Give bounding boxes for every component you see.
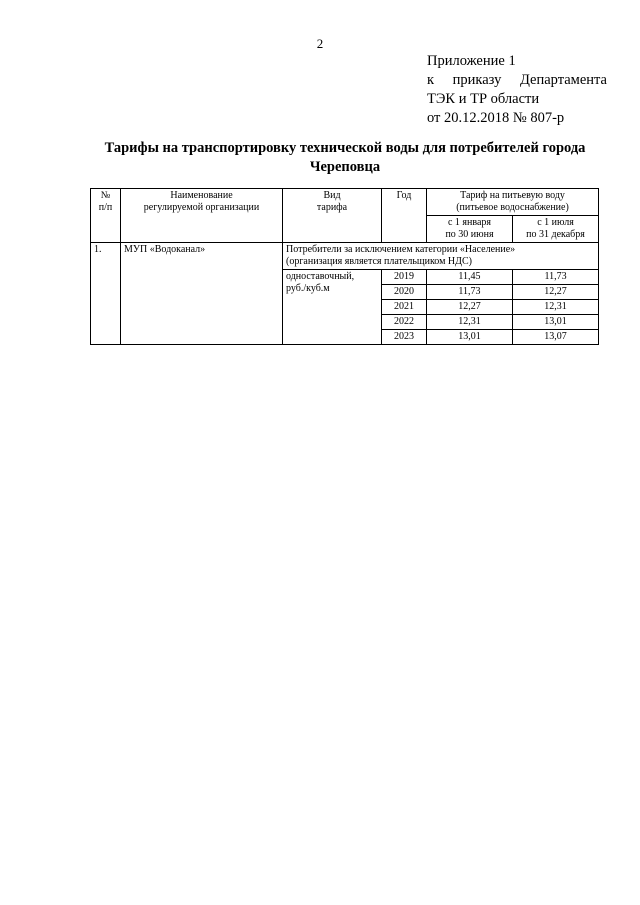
- tariff-type-line-1: одноставочный,: [286, 271, 355, 282]
- row-number: 1.: [91, 243, 121, 345]
- organization-name: МУП «Водоканал»: [121, 243, 283, 345]
- consumer-category: [283, 243, 599, 270]
- tariff-h1-cell: 12,31: [427, 315, 513, 330]
- tariff-table: [90, 188, 599, 345]
- tariff-h1-cell: 13,01: [427, 330, 513, 345]
- tariff-type-line-2: руб./куб.м: [286, 283, 330, 294]
- header-type-line-2: тарифа: [316, 202, 348, 213]
- year-cell: 2022: [382, 315, 427, 330]
- year-cell: 2019: [382, 270, 427, 285]
- appendix-line-4: от 20.12.2018 № 807-р: [427, 110, 565, 126]
- header-type-line-1: Вид: [323, 190, 341, 201]
- appendix-word-department: Департамента: [519, 72, 607, 88]
- header-period-1-line-1: с 1 января: [447, 217, 492, 228]
- title-line-2: Череповца: [309, 159, 381, 175]
- tariff-h2-cell: 12,27: [513, 285, 599, 300]
- appendix-line-2: [427, 71, 607, 90]
- consumer-row: [91, 243, 599, 270]
- appendix-line-1: Приложение 1: [427, 53, 516, 69]
- header-org-line-1: Наименование: [170, 190, 233, 201]
- tariff-h2-cell: 13,07: [513, 330, 599, 345]
- consumer-line-1: Потребители за исключением категории «Население»: [286, 244, 516, 255]
- header-num: [91, 189, 121, 243]
- header-period-1: [427, 216, 513, 243]
- tariff-h1-cell: 11,45: [427, 270, 513, 285]
- consumer-line-2: (организация является плательщиком НДС): [286, 256, 472, 267]
- title-line-1: Тарифы на транспортировку технической воды для потребителей города: [104, 140, 586, 156]
- tariff-h2-cell: 12,31: [513, 300, 599, 315]
- header-tariff-line-2: (питьевое водоснабжение): [456, 202, 569, 213]
- header-tariff-line-1: Тариф на питьевую воду: [460, 190, 565, 201]
- header-period-2-line-2: по 31 декабря: [526, 229, 585, 240]
- appendix-line-3: ТЭК и ТР области: [427, 91, 540, 107]
- header-period-2-line-1: с 1 июля: [537, 217, 574, 228]
- tariff-h2-cell: 11,73: [513, 270, 599, 285]
- document-title: [90, 139, 600, 177]
- year-cell: 2023: [382, 330, 427, 345]
- appendix-word-order: приказу: [452, 72, 502, 88]
- header-org-line-2: регулируемой организации: [143, 202, 260, 213]
- header-tariff: [427, 189, 599, 216]
- header-num-line-2: п/п: [98, 202, 113, 213]
- header-tariff-type: [283, 189, 382, 243]
- header-organization: [121, 189, 283, 243]
- tariff-h2-cell: 13,01: [513, 315, 599, 330]
- tariff-h1-cell: 12,27: [427, 300, 513, 315]
- header-period-2: [513, 216, 599, 243]
- year-cell: 2020: [382, 285, 427, 300]
- tariff-h1-cell: 11,73: [427, 285, 513, 300]
- page-number: 2: [316, 36, 324, 51]
- year-cell: 2021: [382, 300, 427, 315]
- header-period-1-line-2: по 30 июня: [445, 229, 494, 240]
- tariff-type: [283, 270, 382, 345]
- header-row-1: [91, 189, 599, 216]
- header-num-line-1: №: [100, 190, 111, 201]
- appendix-block: [427, 52, 607, 128]
- appendix-word-k: к: [427, 72, 435, 88]
- header-year: Год: [382, 189, 427, 243]
